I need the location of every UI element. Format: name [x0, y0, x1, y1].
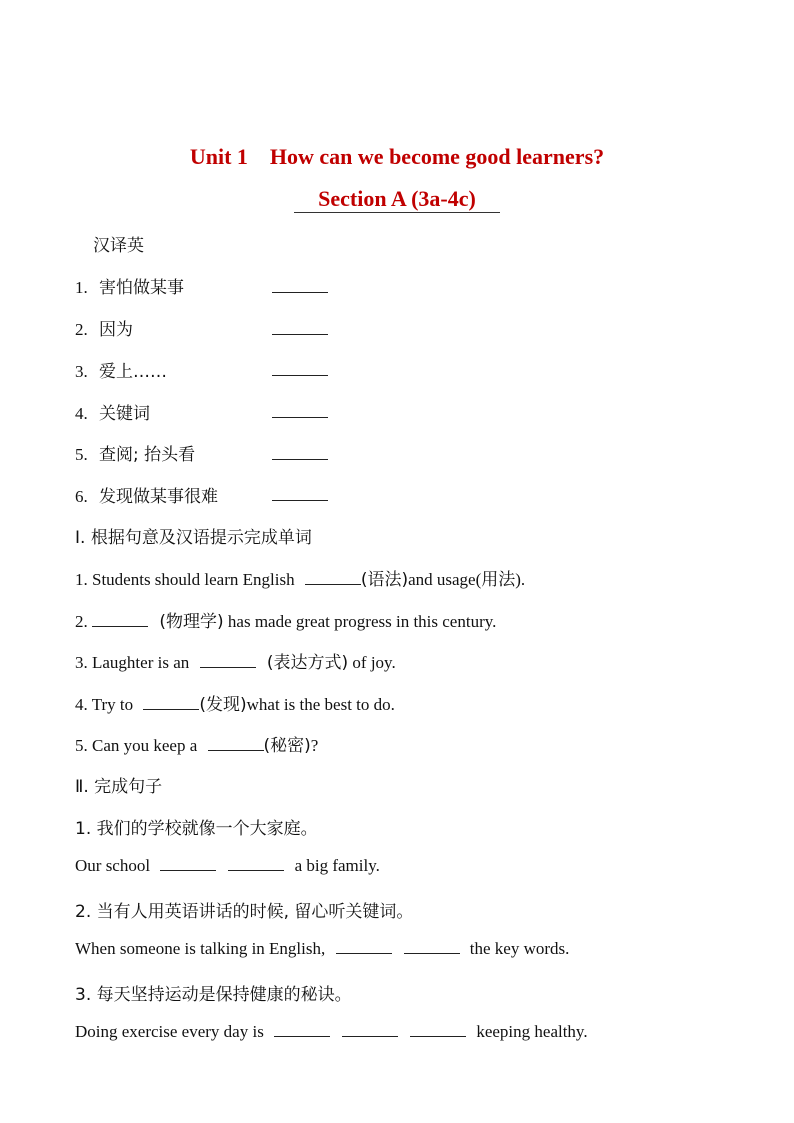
sentence-before: 2.: [75, 612, 92, 631]
sentence-before: 5. Can you keep a: [75, 736, 202, 755]
section-title-text: Section A (3a-4c): [294, 187, 500, 213]
part2-english-sentence: [75, 856, 380, 876]
sentence-after: and usage(用法).: [408, 570, 526, 589]
part2-chinese-sentence: 1. 我们的学校就像一个大家庭。: [75, 819, 318, 839]
item-number: 5.: [75, 445, 88, 464]
sentence-before: 3. Laughter is an: [75, 653, 194, 672]
answer-blank[interactable]: [200, 653, 256, 668]
part1-item: [75, 648, 396, 673]
vocab-item: [75, 482, 218, 507]
item-number: 6.: [75, 487, 88, 506]
section-title: [0, 186, 794, 213]
page-title: Unit 1 How can we become good learners?: [189, 144, 605, 169]
item-text: 关键词: [99, 404, 150, 424]
sentence-after: has made great progress in this century.: [223, 612, 497, 631]
answer-blank[interactable]: [143, 695, 199, 710]
part1-item: [75, 607, 496, 632]
sentence-after: what is the best to do.: [246, 695, 395, 714]
sentence-after: of joy.: [348, 653, 396, 672]
vocab-item: [75, 357, 167, 382]
item-text: 爱上……: [99, 362, 167, 382]
item-text: 发现做某事很难: [99, 487, 218, 507]
sentence-before: When someone is talking in English,: [75, 939, 330, 958]
sentence-before: 1. Students should learn English: [75, 570, 299, 589]
hint-text: (表达方式): [261, 653, 349, 673]
answer-blank[interactable]: [410, 1022, 466, 1037]
item-text: 害怕做某事: [99, 278, 184, 298]
vocab-item: [75, 440, 195, 465]
answer-blank[interactable]: [208, 736, 264, 751]
part2-english-sentence: [75, 1022, 588, 1042]
vocab-heading: 汉译英: [93, 236, 144, 256]
part1-item: [75, 690, 395, 715]
answer-blank[interactable]: [342, 1022, 398, 1037]
answer-blank[interactable]: [228, 856, 284, 871]
sentence-after: the key words.: [465, 939, 570, 958]
answer-blank[interactable]: [160, 856, 216, 871]
sentence-after: keeping healthy.: [472, 1022, 588, 1041]
hint-text: (发现): [199, 695, 247, 715]
sentence-before: Our school: [75, 856, 155, 875]
item-number: 2.: [75, 320, 88, 339]
item-number: 1.: [75, 278, 88, 297]
answer-blank[interactable]: [272, 320, 328, 335]
answer-blank[interactable]: [274, 1022, 330, 1037]
answer-blank[interactable]: [404, 939, 460, 954]
part2-heading: Ⅱ. 完成句子: [75, 777, 163, 797]
sentence-before: Doing exercise every day is: [75, 1022, 269, 1041]
answer-blank[interactable]: [272, 361, 328, 376]
answer-blank[interactable]: [272, 403, 328, 418]
part1-item: [75, 565, 525, 590]
part2-chinese-sentence: 3. 每天坚持运动是保持健康的秘诀。: [75, 985, 352, 1005]
answer-blank[interactable]: [305, 570, 361, 585]
answer-blank[interactable]: [272, 445, 328, 460]
sentence-after: a big family.: [290, 856, 380, 875]
item-number: 4.: [75, 404, 88, 423]
answer-blank[interactable]: [272, 486, 328, 501]
vocab-item: [75, 315, 133, 340]
part2-chinese-sentence: 2. 当有人用英语讲话的时候, 留心听关键词。: [75, 902, 414, 922]
hint-text: (秘密): [263, 736, 311, 756]
sentence-before: 4. Try to: [75, 695, 138, 714]
item-number: 3.: [75, 362, 88, 381]
answer-blank[interactable]: [272, 278, 328, 293]
vocab-item: [75, 399, 150, 424]
part1-heading: Ⅰ. 根据句意及汉语提示完成单词: [75, 528, 312, 548]
sentence-after: ?: [310, 736, 319, 755]
hint-text: (物理学): [154, 612, 224, 632]
part2-english-sentence: [75, 939, 569, 959]
answer-blank[interactable]: [92, 612, 148, 627]
item-text: 因为: [99, 320, 133, 340]
answer-blank[interactable]: [336, 939, 392, 954]
hint-text: (语法): [360, 570, 409, 590]
vocab-item: [75, 273, 184, 298]
part1-item: [75, 731, 318, 756]
item-text: 查阅; 抬头看: [99, 445, 196, 465]
